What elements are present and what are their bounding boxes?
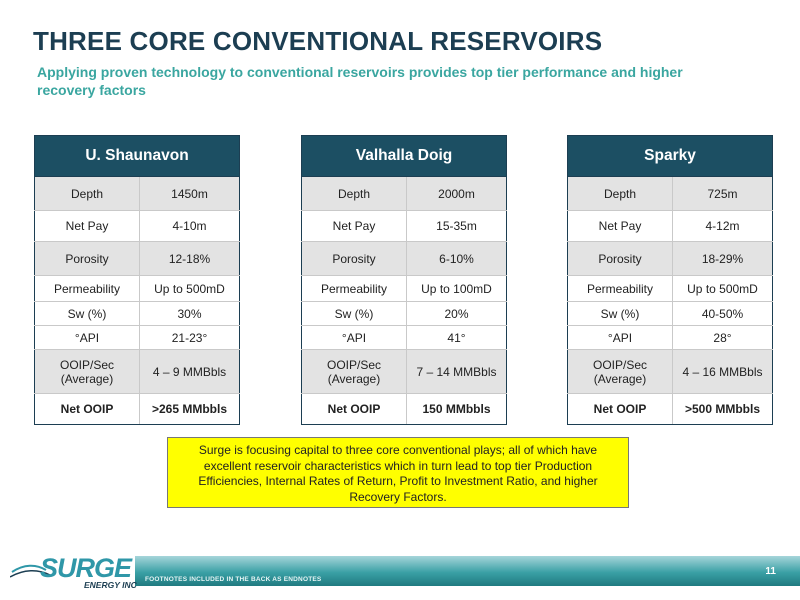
row-label: Porosity	[35, 242, 140, 276]
table-header: U. Shaunavon	[35, 136, 240, 177]
row-label: Permeability	[35, 276, 140, 302]
row-label: Permeability	[568, 276, 673, 302]
row-label: Porosity	[302, 242, 407, 276]
footnote-text: FOOTNOTES INCLUDED IN THE BACK AS ENDNOTES	[145, 576, 322, 583]
table-header: Sparky	[568, 136, 773, 177]
row-value: >500 MMbbls	[673, 394, 773, 425]
row-label: °API	[35, 326, 140, 350]
row-label: Depth	[35, 177, 140, 211]
row-label: Depth	[302, 177, 407, 211]
reservoir-table-valhalla-doig	[301, 135, 507, 425]
row-label: Permeability	[302, 276, 407, 302]
row-value: 15-35m	[407, 211, 507, 242]
row-value: 18-29%	[673, 242, 773, 276]
row-value: 4-10m	[140, 211, 240, 242]
row-label: °API	[568, 326, 673, 350]
table-header: Valhalla Doig	[302, 136, 507, 177]
logo-subtitle: ENERGY INC	[84, 580, 137, 590]
row-value: 150 MMbbls	[407, 394, 507, 425]
row-label: OOIP/Sec (Average)	[568, 350, 673, 394]
row-value: 2000m	[407, 177, 507, 211]
logo-wordmark: SURGE	[40, 553, 132, 583]
row-value: 12-18%	[140, 242, 240, 276]
row-value: 7 – 14 MMBbls	[407, 350, 507, 394]
reservoir-table-sparky	[567, 135, 773, 425]
row-label: Sw (%)	[302, 302, 407, 326]
row-label: Depth	[568, 177, 673, 211]
row-value: 21-23°	[140, 326, 240, 350]
row-value: 1450m	[140, 177, 240, 211]
row-label: Net OOIP	[568, 394, 673, 425]
row-label: °API	[302, 326, 407, 350]
row-label: Sw (%)	[568, 302, 673, 326]
row-label: Sw (%)	[35, 302, 140, 326]
row-value: 725m	[673, 177, 773, 211]
row-value: Up to 500mD	[673, 276, 773, 302]
reservoir-table-u-shaunavon	[34, 135, 240, 425]
row-label: Net Pay	[35, 211, 140, 242]
company-logo	[10, 550, 135, 592]
row-label: Net Pay	[302, 211, 407, 242]
row-label: Net OOIP	[302, 394, 407, 425]
callout-box: Surge is focusing capital to three core conventional plays; all of which have excellent reservoir characteristics which in turn lead to top tier Production Efficiencies, Internal Rates of Return, Profit to Investment Ratio, and higher Recovery Factors.	[167, 437, 629, 508]
row-value: 20%	[407, 302, 507, 326]
row-value: 30%	[140, 302, 240, 326]
row-value: Up to 100mD	[407, 276, 507, 302]
row-value: 6-10%	[407, 242, 507, 276]
row-label: OOIP/Sec (Average)	[35, 350, 140, 394]
row-value: 28°	[673, 326, 773, 350]
row-value: 4-12m	[673, 211, 773, 242]
row-label: Net OOIP	[35, 394, 140, 425]
row-value: 40-50%	[673, 302, 773, 326]
page-number: 11	[765, 566, 776, 577]
row-label: OOIP/Sec (Average)	[302, 350, 407, 394]
row-value: 4 – 16 MMBbls	[673, 350, 773, 394]
row-value: Up to 500mD	[140, 276, 240, 302]
row-label: Net Pay	[568, 211, 673, 242]
page-subtitle: Applying proven technology to conventional reservoirs provides top tier performance and higher recovery factors	[37, 64, 683, 98]
row-value: 4 – 9 MMBbls	[140, 350, 240, 394]
row-value: >265 MMbbls	[140, 394, 240, 425]
row-label: Porosity	[568, 242, 673, 276]
row-value: 41°	[407, 326, 507, 350]
page-title: THREE CORE CONVENTIONAL RESERVOIRS	[33, 26, 603, 56]
